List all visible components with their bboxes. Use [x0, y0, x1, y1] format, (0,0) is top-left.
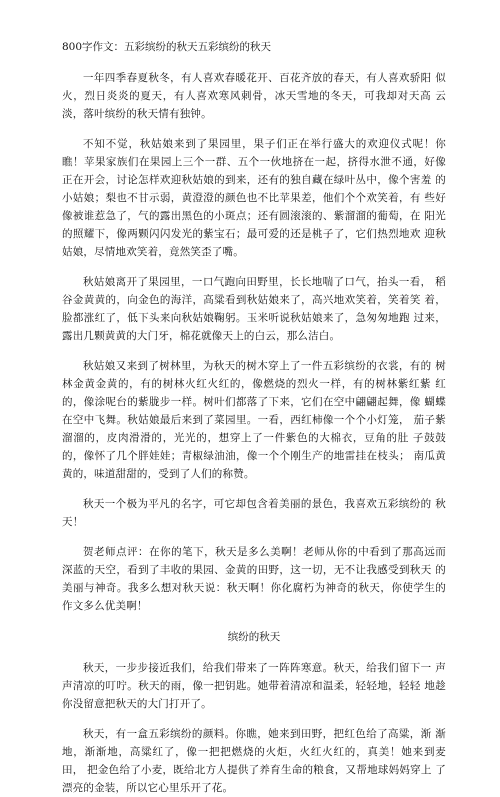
section-title: 缤纷的秋天: [227, 631, 281, 643]
section2-paragraph-2: 秋天，有一盒五彩缤纷的颜料。你瞧，她来到田野，把红色给了高粱，渐 渐地，渐渐地，高粱红了，像一把把燃烧的火炬，火红火红的，真美！她来到麦田， 把金色给了小麦，既给北方人提供了养育生命的粮食，又帮地球妈妈穿上 了漂亮的金装，所以它心里乐开了花。: [62, 728, 446, 794]
paragraph-5: 秋天一个极为平凡的名字，可它却包含着美丽的景色，我喜欢五彩缤纷的 秋天！: [62, 498, 446, 528]
teacher-comment: 贺老师点评：在你的笔下，秋天是多么美啊！老师从你的中看到了那高远而 深蓝的天空，看到了丰收的果园、金黄的田野，这一切，无不让我感受到秋天 的美丽与神奇。我多么想对秋天说：秋天啊！你化腐朽为神奇的秋天，你使学生的 作文多么优美啊！: [62, 546, 446, 612]
document-title: 800字作文：五彩缤纷的秋天五彩缤纷的秋天: [62, 41, 272, 53]
paragraph-1: 一年四季春夏秋冬，有人喜欢春暖花开、百花齐放的春天，有人喜欢骄阳 似火，烈日炎炎的夏天，有人喜欢寒风刺骨，冰天雪地的冬天，可我却对天高 云淡，落叶缤纷的秋天情有独钟。: [62, 72, 446, 120]
paragraph-3: 秋姑娘离开了果园里，一口气跑向田野里，长长地喘了口气，抬头一看， 稻谷金黄黄的，向金色的海洋，高粱看到秋姑娘来了，高兴地欢笑着，笑着笑 着，脸都涨红了，低下头来向秋姑娘鞠躬。玉米听说秋姑娘来了，急匆匆地跑 过来，露出几颗黄黄的大门牙，棉花就像天上的白云，那么洁白。: [62, 276, 446, 342]
section2-paragraph-1: 秋天，一步步接近我们，给我们带来了一阵阵寒意。秋天，给我们留下一 声声清凉的叮咛。秋天的雨，像一把钥匙。她带着清凉和温柔，轻轻地，轻轻 地趁你没留意把秋天的大门打开了。: [62, 662, 446, 710]
paragraph-2: 不知不觉，秋姑娘来到了果园里，果子们正在举行盛大的欢迎仪式呢！你 瞧！苹果家族们在果园上三个一群、五个一伙地挤在一起，挤得水泄不通，好像 正在开会，讨论怎样欢迎秋姑娘的到来，还有的独自藏在绿叶丛中，像个害羞 的小姑娘；梨也不甘示弱，黄澄澄的颜色也不比苹果差，他们个个欢笑着，有 些好像被谁惹急了，气的露出黑色的小斑点；还有圆滚滚的、紫溜溜的葡萄，在 阳光的照耀下，像两颗闪闪发光的紫宝石；最可爱的还是桃子了，它们热烈地欢 迎秋姑娘，尽情地欢笑着，竟然笑歪了嘴。: [62, 138, 446, 258]
paragraph-4: 秋姑娘又来到了树林里，为秋天的树木穿上了一件五彩缤纷的衣裳，有的 树林金黄金黄的，有的树林火红火红的，像燃烧的烈火一样，有的树林紫红紫 红的，像涂呢台的紫胧步一样。树叶们都落了下来，它们在空中翩翩起舞，像 蝴蝶在空中飞舞。秋姑娘最后来到了菜园里。一看，西红柿像一个个小灯笼， 茄子紫溜溜的，皮肉滑滑的，光光的，想穿上了一件紫色的大棉衣，豆角的肚 子鼓鼓的，像怀了几个胖娃娃；青椒绿油油，像一个个刚生产的地雷挂在枝头； 南瓜黄黄的，味道甜甜的，受到了人们的称赞。: [62, 360, 446, 480]
